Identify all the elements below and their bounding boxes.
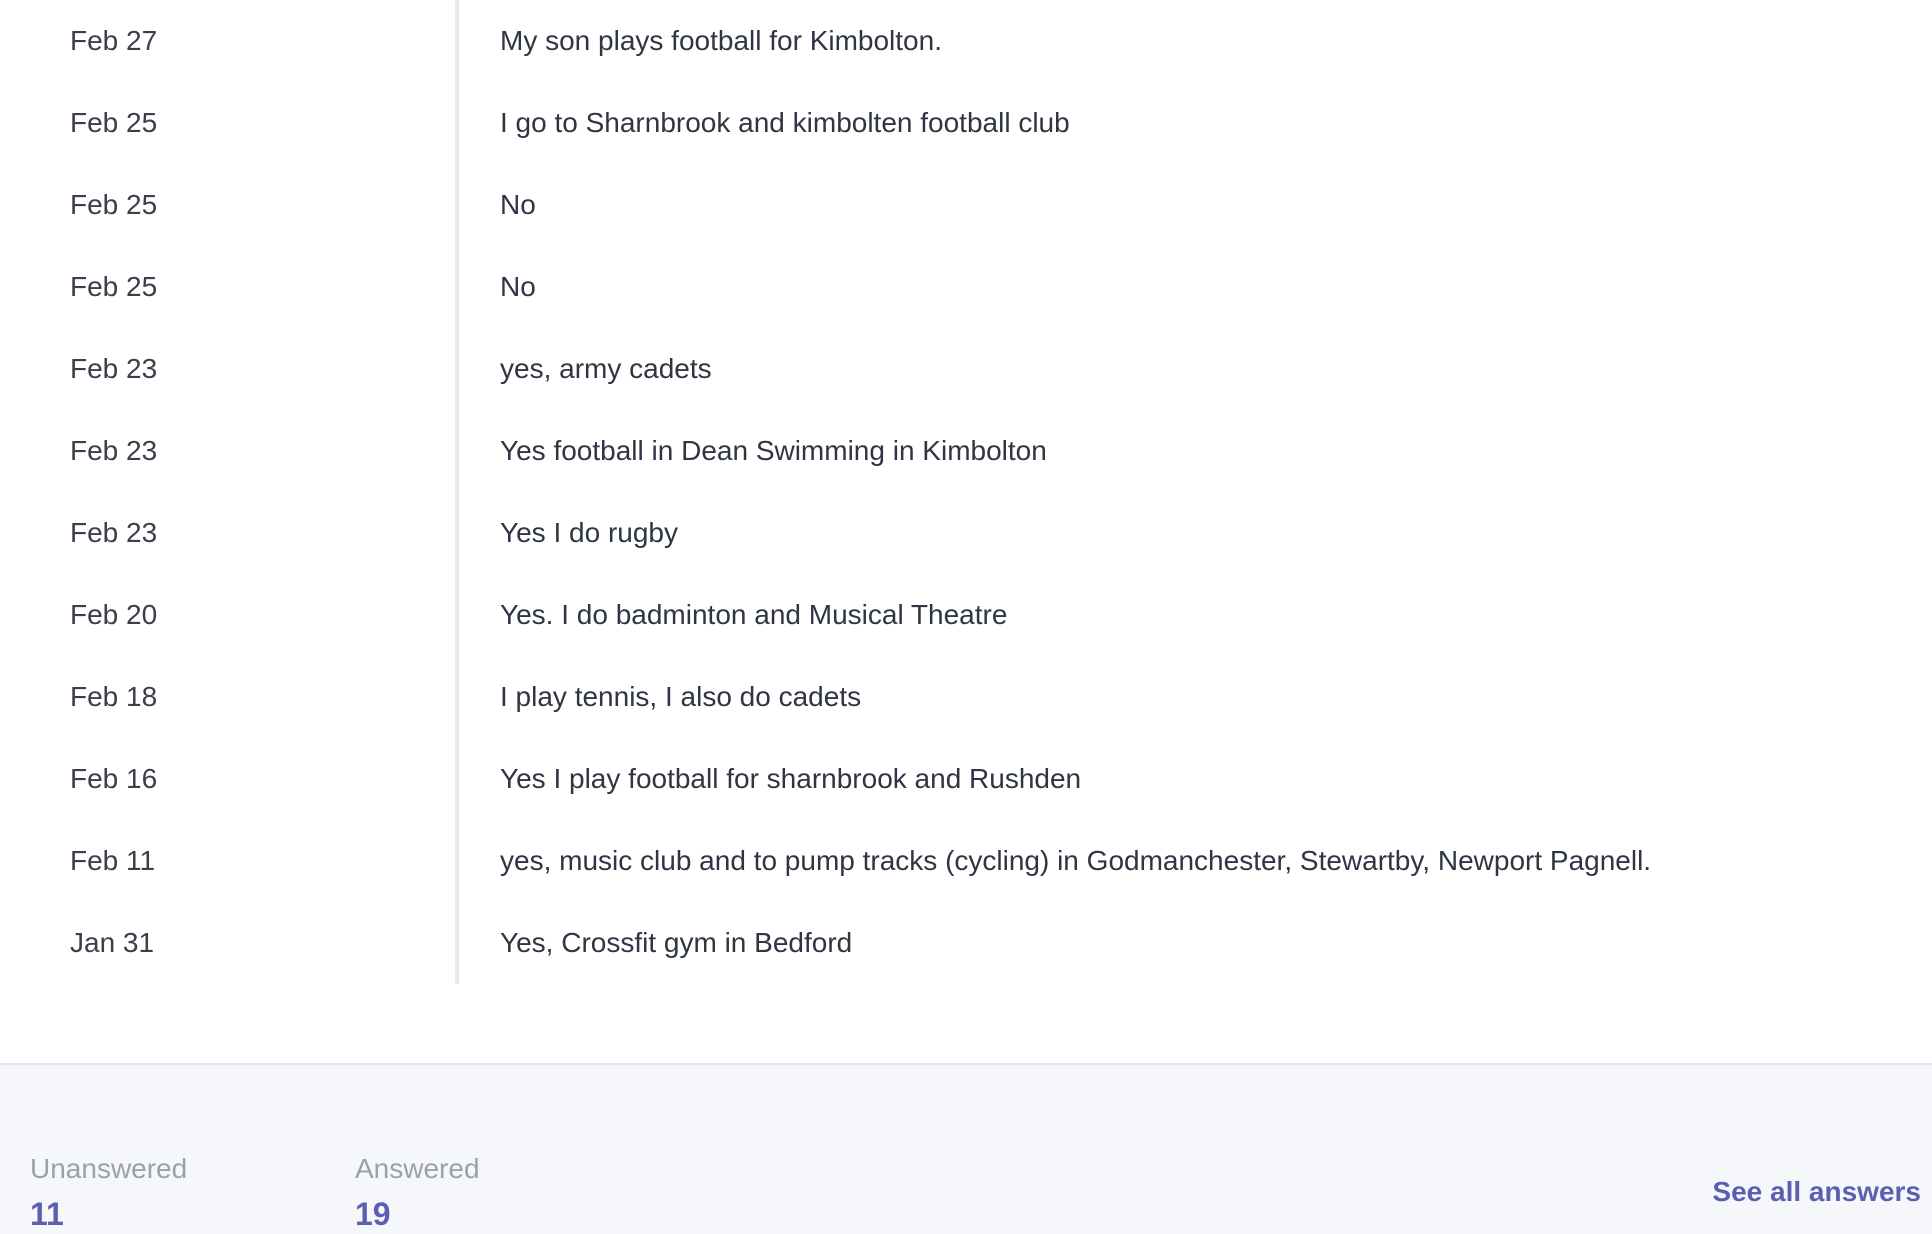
unanswered-stat <box>30 1152 187 1234</box>
response-text: Yes. I do badminton and Musical Theatre <box>500 599 1008 630</box>
list-item <box>0 902 1932 984</box>
response-date: Feb 16 <box>70 763 158 794</box>
stats-footer <box>0 1063 1932 1234</box>
response-text: I play tennis, I also do cadets <box>500 681 862 712</box>
response-text: Yes football in Dean Swimming in Kimbolton <box>500 435 1047 466</box>
response-text: yes, army cadets <box>500 353 712 384</box>
see-all-answers-link[interactable]: See all answers <box>1712 1176 1921 1207</box>
response-date: Feb 25 <box>70 189 158 220</box>
unanswered-count: 11 <box>30 1196 64 1232</box>
response-text: Yes I play football for sharnbrook and Rushden <box>500 763 1082 794</box>
response-text: Yes I do rugby <box>500 517 678 548</box>
list-item <box>0 492 1932 574</box>
response-date: Feb 25 <box>70 107 158 138</box>
list-item <box>0 328 1932 410</box>
list-item <box>0 574 1932 656</box>
unanswered-label: Unanswered <box>30 1153 188 1184</box>
response-date: Feb 11 <box>70 845 156 876</box>
response-date: Feb 20 <box>70 599 158 630</box>
list-item <box>0 82 1932 164</box>
response-date: Feb 25 <box>70 271 158 302</box>
response-text: My son plays football for Kimbolton. <box>500 25 942 56</box>
answered-stat <box>355 1152 480 1234</box>
response-date: Feb 23 <box>70 435 158 466</box>
response-text: No <box>500 271 536 302</box>
response-text: I go to Sharnbrook and kimbolten football club <box>500 107 1070 138</box>
response-date: Feb 23 <box>70 353 158 384</box>
list-item <box>0 410 1932 492</box>
response-date: Jan 31 <box>70 927 155 958</box>
response-text: Yes, Crossfit gym in Bedford <box>500 927 853 958</box>
answered-label: Answered <box>355 1153 480 1184</box>
list-item <box>0 738 1932 820</box>
response-text: yes, music club and to pump tracks (cycling) in Godmanchester, Stewartby, Newport Pagnell. <box>500 845 1652 876</box>
list-item <box>0 820 1932 902</box>
response-date: Feb 27 <box>70 25 158 56</box>
response-text: No <box>500 189 536 220</box>
response-date: Feb 23 <box>70 517 158 548</box>
response-date: Feb 18 <box>70 681 158 712</box>
list-item <box>0 246 1932 328</box>
list-item <box>0 0 1932 82</box>
list-item <box>0 164 1932 246</box>
list-item <box>0 656 1932 738</box>
answered-count: 19 <box>355 1196 391 1232</box>
